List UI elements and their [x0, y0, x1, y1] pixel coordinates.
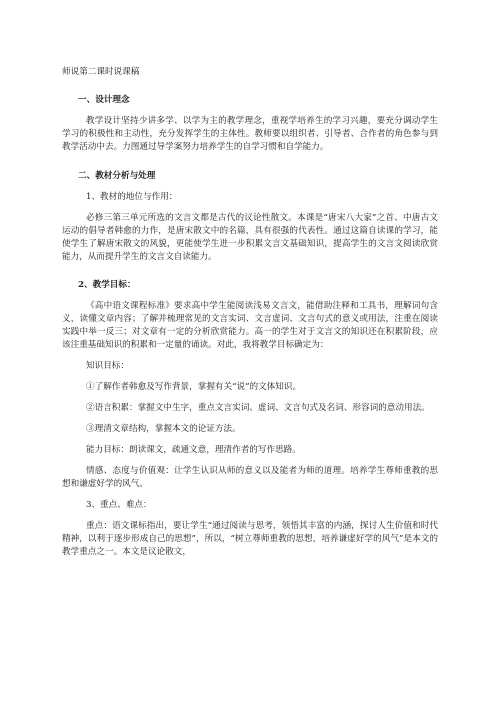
knowledge-goal-3: ③理清文章结构，掌握本文的论证方法。: [86, 424, 241, 434]
paragraph-curriculum-standard: 《高中语文课程标准》要求高中学生能阅读浅易文言文，能借助注释和工具书，理解词句含义，读懂文章内容；了解并梳理常见的文言实词、文言虚词、文言句式的意义或用法，注重在阅读实践中举一反三；对文章有一定的分析欣赏能力。高一的学生对于文言文的知识还在积累阶段，应该注重基础知识的积累和一定量的诵读。对此，我将教学目标确定为：: [62, 301, 438, 350]
subheading-teaching-goals: 2、教学目标：: [78, 280, 136, 290]
section-heading-design-concept: 一、设计理念: [78, 95, 130, 105]
ability-goal: 能力目标：朗读课文，疏通文意，理清作者的写作思路。: [86, 445, 301, 455]
subheading-material-role: 1、教材的地位与作用：: [86, 192, 178, 202]
paragraph-key-points: 重点：语文课标指出，要让学生“通过阅读与思考，领悟其丰富的内涵，探讨人生价值和时代精神，以利于逐步形成自己的思想”，所以，“树立尊师重教的思想，培养谦虚好学的风气”是本文的教学重点之一。本文是议论散文，: [62, 521, 438, 557]
knowledge-goal-1: ①了解作者韩愈及写作背景，掌握有关“说”的文体知识。: [86, 382, 302, 392]
label-knowledge-goals: 知识目标：: [86, 361, 129, 371]
emotion-goal: 情感、态度与价值观：让学生认识从师的意义以及能者为师的道理。培养学生尊师重教的思想和谦虚好学的风气。: [62, 466, 438, 489]
subheading-key-points: 3、重点、难点：: [86, 500, 152, 510]
section-heading-material-analysis: 二、教材分析与处理: [78, 171, 156, 181]
knowledge-goal-2: ②语言积累：掌握文中生字，重点文言实词、虚词、文言句式及名词、形容词的意动用法。: [86, 403, 430, 413]
paragraph-design-concept: 教学设计坚持少讲多学、以学为主的教学理念，重视学培养生的学习兴趣，要充分调动学生学习的积极性和主动性，充分发挥学生的主体性。教师要以组织者、引导者、合作者的角色参与到教学活动中去。力图通过导学案努力培养学生的自学习惯和自学能力。: [62, 116, 438, 152]
document-title: 师说第二课时说课稿: [62, 67, 140, 77]
paragraph-material-role: 必修三第三单元所选的文言文都是古代的议论性散文。本课是“唐宋八大家”之首、中唐古文运动的倡导者韩愈的力作，是唐宋散文中的名篇，具有很强的代表性。通过这篇自读课的学习，能使学生了解唐宋散文的风貌，更能使学生进一步积累文言文基础知识，提高学生的文言文阅读欣赏能力，从而提升学生的文言文自读能力。: [62, 213, 438, 262]
document-body: [62, 66, 438, 567]
